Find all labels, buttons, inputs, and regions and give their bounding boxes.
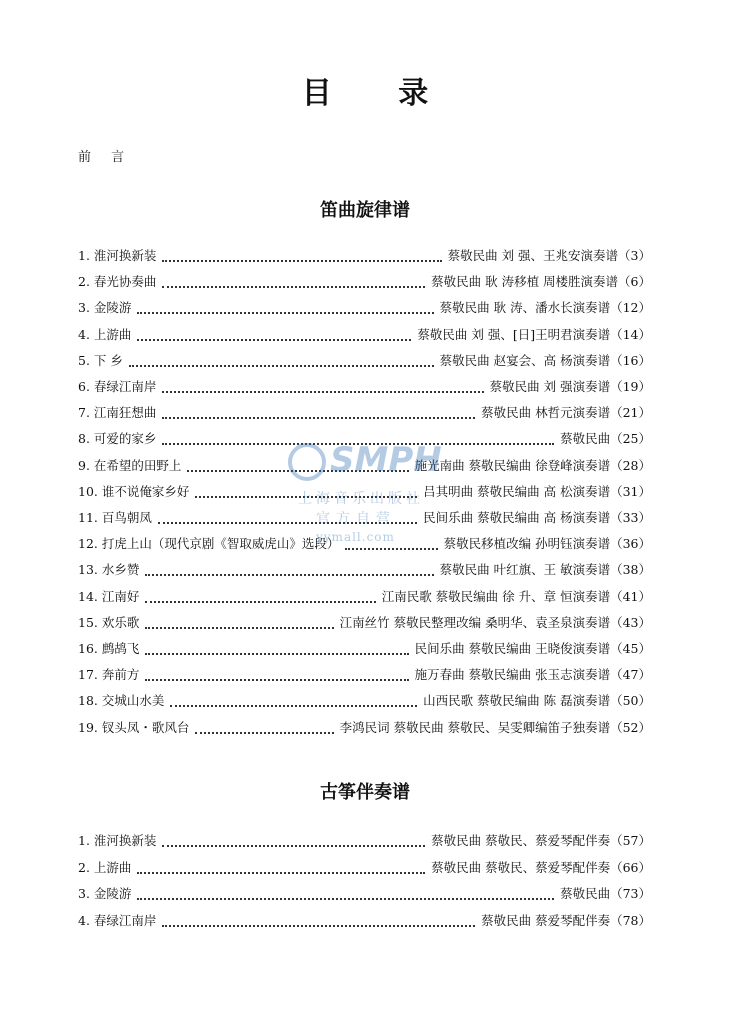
dot-leader <box>162 278 425 288</box>
toc-entry[interactable] <box>78 664 651 684</box>
toc-entry-credit: 吕其明曲 蔡敬民编曲 高 松演奏谱（31） <box>423 483 651 499</box>
toc-entry[interactable] <box>78 612 651 632</box>
toc-entry-title: 4. 春绿江南岸 <box>78 912 157 928</box>
dot-leader <box>162 409 475 419</box>
toc-entry-title: 17. 奔前方 <box>78 667 140 683</box>
toc-entry-credit: 蔡敬民曲 耿 涛、潘水长演奏谱（12） <box>439 300 651 316</box>
dot-leader <box>137 864 425 874</box>
publisher-watermark <box>288 440 458 560</box>
toc-entry[interactable] <box>78 271 651 291</box>
toc-entry-credit: 民间乐曲 蔡敬民编曲 高 杨演奏谱（33） <box>423 510 651 525</box>
toc-entry-credit: 蔡敬民曲（73） <box>560 886 651 901</box>
toc-entry-title: 10. 谁不说俺家乡好 <box>78 483 190 499</box>
watermark-publisher: 上海音乐出版社 <box>298 491 424 507</box>
dot-leader <box>162 383 483 393</box>
toc-entry[interactable] <box>78 586 651 606</box>
toc-entry-title: 2. 春光协奏曲 <box>78 274 157 290</box>
toc-entry-title: 15. 欢乐歌 <box>78 614 140 630</box>
toc-entry-credit: 蔡敬民移植改编 孙明钰演奏谱（36） <box>443 536 651 552</box>
dot-leader <box>195 724 333 734</box>
dot-leader <box>137 304 433 314</box>
toc-entry-title: 6. 春绿江南岸 <box>78 379 157 394</box>
toc-entry-title: 3. 金陵游 <box>78 886 132 901</box>
watermark-official: 官方自营 <box>316 511 396 527</box>
toc-entry-credit: 施万春曲 蔡敬民编曲 张玉志演奏谱（47） <box>414 667 651 683</box>
dot-leader <box>170 697 417 707</box>
toc-entry-title: 1. 淮河换新装 <box>78 833 157 848</box>
toc-entry[interactable] <box>78 690 651 710</box>
toc-entry-credit: 蔡敬民曲 叶红旗、王 敏演奏谱（38） <box>439 562 651 578</box>
dot-leader <box>129 357 434 367</box>
smph-logo <box>288 440 442 481</box>
toc-entry[interactable] <box>78 245 651 265</box>
toc-entry-title: 16. 鹧鸪飞 <box>78 641 140 656</box>
toc-entry-title: 8. 可爱的家乡 <box>78 431 157 447</box>
preface-entry[interactable]: 前 言 <box>78 150 133 165</box>
dot-leader <box>137 890 554 900</box>
section-heading-guzheng: 古筝伴奏谱 <box>320 782 410 803</box>
toc-entry-title: 1. 淮河换新装 <box>78 248 157 263</box>
dot-leader <box>162 837 425 847</box>
toc-entry-credit: 民间乐曲 蔡敬民编曲 王晓俊演奏谱（45） <box>414 641 651 656</box>
toc-entry[interactable] <box>78 830 651 850</box>
toc-entry-title: 13. 水乡赞 <box>78 562 140 578</box>
toc-entry-credit: 山西民歌 蔡敬民编曲 陈 磊演奏谱（50） <box>423 693 651 709</box>
toc-entry-credit: 蔡敬民曲（25） <box>560 431 651 447</box>
toc-entry-credit: 江南民歌 蔡敬民编曲 徐 升、章 恒演奏谱（41） <box>381 588 651 604</box>
toc-entry-title: 7. 江南狂想曲 <box>78 405 157 421</box>
toc-entry[interactable] <box>78 297 651 317</box>
toc-entry-credit: 蔡敬民曲 蔡敬民、蔡爱琴配伴奏（66） <box>431 859 651 875</box>
dot-leader <box>145 619 333 629</box>
toc-entry[interactable] <box>78 402 651 422</box>
toc-entry[interactable] <box>78 717 651 737</box>
section-heading-flute: 笛曲旋律谱 <box>320 200 410 221</box>
toc-entry-credit: 李鸿民词 蔡敬民曲 蔡敬民、吴雯卿编笛子独奏谱（52） <box>339 719 651 735</box>
toc-entry[interactable] <box>78 910 651 930</box>
toc-entry-credit: 江南丝竹 蔡敬民整理改编 桑明华、袁圣泉演奏谱（43） <box>339 614 651 630</box>
dot-leader <box>145 566 433 576</box>
toc-entry-title: 2. 上游曲 <box>78 859 132 875</box>
toc-entry-credit: 蔡敬民曲 刘 强演奏谱（19） <box>489 379 651 394</box>
dot-leader <box>145 671 408 681</box>
toc-entry[interactable] <box>78 376 651 396</box>
toc-entry-credit: 蔡敬民曲 赵宴会、高 杨演奏谱（16） <box>439 352 651 368</box>
dot-leader <box>145 645 408 655</box>
toc-entry-title: 11. 百鸟朝凤 <box>78 510 152 525</box>
toc-entry-credit: 蔡敬民曲 耿 涛移植 周楼胜演奏谱（6） <box>431 274 651 290</box>
toc-entry-credit: 蔡敬民曲 刘 强、[日]王明君演奏谱（14） <box>417 326 651 342</box>
toc-entry-title: 5. 下 乡 <box>78 352 123 368</box>
dot-leader <box>162 917 475 927</box>
toc-entry[interactable] <box>78 883 651 903</box>
toc-entry-title: 3. 金陵游 <box>78 300 132 316</box>
toc-entry[interactable] <box>78 857 651 877</box>
toc-entry-title: 9. 在希望的田野上 <box>78 457 182 473</box>
toc-entry[interactable] <box>78 559 651 579</box>
dot-leader <box>162 252 441 262</box>
toc-entry-credit: 蔡敬民曲 刘 强、王兆安演奏谱（3） <box>447 248 651 263</box>
watermark-site: yymall.com <box>316 530 395 544</box>
toc-entry-title: 18. 交城山水美 <box>78 693 165 709</box>
dot-leader <box>145 593 375 603</box>
dot-leader <box>137 331 411 341</box>
toc-entry-credit: 蔡敬民曲 蔡爱琴配伴奏（78） <box>481 912 651 928</box>
toc-entry[interactable] <box>78 638 651 658</box>
logo-text: SMPH <box>330 440 442 480</box>
toc-entry-credit: 蔡敬民曲 林哲元演奏谱（21） <box>481 405 651 421</box>
toc-entry-title: 19. 钗头凤・歌风台 <box>78 719 190 735</box>
toc-entry-credit: 蔡敬民曲 蔡敬民、蔡爱琴配伴奏（57） <box>431 833 651 848</box>
logo-circle-icon <box>288 443 326 481</box>
toc-entry[interactable] <box>78 350 651 370</box>
page-title: 目 录 <box>301 76 457 111</box>
toc-entry-credit: 施光南曲 蔡敬民编曲 徐登峰演奏谱（28） <box>414 457 651 473</box>
toc-entry-title: 14. 江南好 <box>78 588 140 604</box>
toc-entry[interactable] <box>78 324 651 344</box>
toc-entry-title: 12. 打虎上山（现代京剧《智取威虎山》选段） <box>78 536 340 552</box>
toc-entry-title: 4. 上游曲 <box>78 326 132 342</box>
